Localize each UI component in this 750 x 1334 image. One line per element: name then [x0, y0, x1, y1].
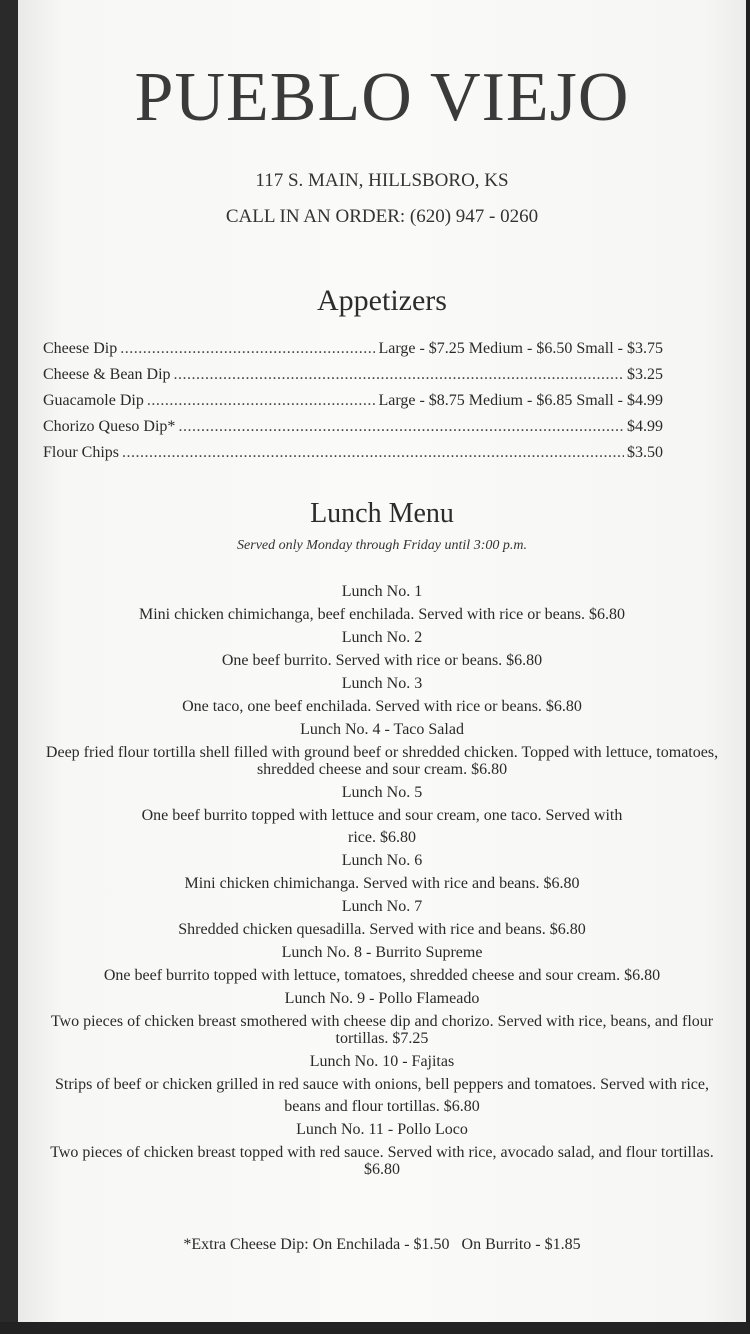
lunch-item-name: Lunch No. 5 [341, 784, 423, 801]
appetizer-name: Guacamole Dip [43, 392, 144, 409]
appetizer-row [43, 336, 663, 362]
lunch-item [38, 850, 726, 895]
lunch-item [38, 719, 726, 778]
lunch-item [38, 896, 726, 941]
appetizers-list [43, 336, 663, 466]
dot-leader [147, 388, 376, 414]
lunch-item-name: Lunch No. 9 - Pollo Flameado [284, 990, 480, 1007]
appetizers-heading: Appetizers [317, 284, 447, 317]
lunch-item-description: One beef burrito topped with lettuce and sour cream, one taco. Served with rice. $6.80 [141, 807, 623, 846]
appetizer-price: $3.50 [627, 444, 663, 461]
appetizer-row [43, 362, 663, 388]
appetizer-name: Cheese Dip [43, 340, 118, 357]
lunch-item-name: Lunch No. 10 - Fajitas [309, 1053, 455, 1070]
lunch-item-description: One beef burrito. Served with rice or beans. $6.80 [221, 652, 543, 669]
menu-sheet [18, 0, 746, 1322]
lunch-item-name: Lunch No. 4 - Taco Salad [300, 721, 464, 738]
lunch-availability-note: Served only Monday through Friday until 3:00 p.m. [237, 538, 527, 553]
lunch-item [38, 673, 726, 718]
page-spine-shadow [0, 0, 18, 1334]
dot-leader [178, 414, 624, 440]
lunch-item-name: Lunch No. 2 [341, 629, 423, 646]
lunch-item-name: Lunch No. 3 [341, 675, 423, 692]
lunch-item-description: Mini chicken chimichanga, beef enchilada. Served with rice or beans. $6.80 [138, 606, 626, 623]
appetizer-name: Flour Chips [43, 444, 120, 461]
appetizer-row [43, 414, 663, 440]
phone-order-line: CALL IN AN ORDER: (620) 947 - 0260 [225, 206, 539, 227]
lunch-list [38, 580, 726, 1182]
lunch-item-description: Deep fried flour tortilla shell filled with ground beef or shredded chicken. Topped with lettuce, tomatoes, shredded cheese and sour cream. $6.80 [45, 744, 719, 778]
appetizer-row [43, 388, 663, 414]
lunch-item-description: Two pieces of chicken breast smothered with cheese dip and chorizo. Served with rice, beans, and flour tortillas. $7.25 [50, 1013, 714, 1047]
dot-leader [174, 362, 624, 388]
appetizer-name: Cheese & Bean Dip [43, 366, 171, 383]
appetizer-price: Large - $7.25 Medium - $6.50 Small - $3.75 [378, 340, 663, 357]
appetizer-price: $3.25 [627, 366, 663, 383]
lunch-item-description: One taco, one beef enchilada. Served with rice or beans. $6.80 [182, 698, 582, 715]
lunch-item [38, 581, 726, 626]
dot-leader [122, 440, 624, 466]
appetizer-name: Chorizo Queso Dip* [43, 418, 176, 435]
lunch-item-name: Lunch No. 11 - Pollo Loco [296, 1121, 468, 1138]
lunch-item-description: Shredded chicken quesadilla. Served with rice and beans. $6.80 [178, 921, 586, 938]
lunch-item-description: Mini chicken chimichanga. Served with rice and beans. $6.80 [184, 875, 580, 892]
lunch-item [38, 782, 726, 849]
lunch-item-description: Two pieces of chicken breast topped with red sauce. Served with rice, avocado salad, and flour tortillas. $6.80 [50, 1144, 714, 1178]
lunch-item-description: One beef burrito topped with lettuce, tomatoes, shredded cheese and sour cream. $6.80 [103, 967, 661, 984]
lunch-item-name: Lunch No. 1 [341, 583, 423, 600]
lunch-item [38, 1119, 726, 1178]
dot-leader [120, 336, 375, 362]
lunch-item [38, 627, 726, 672]
lunch-item [38, 988, 726, 1047]
lunch-item-name: Lunch No. 6 [341, 852, 423, 869]
lunch-item [38, 942, 726, 984]
appetizer-price: $4.99 [627, 418, 663, 435]
lunch-item [38, 1051, 726, 1118]
lunch-item-description: Strips of beef or chicken grilled in red sauce with onions, bell peppers and tomatoes. Served with rice, beans and flour tortillas. $6.80 [54, 1076, 710, 1115]
lunch-menu-heading: Lunch Menu [310, 498, 454, 529]
restaurant-name: PUEBLO VIEJO [134, 59, 630, 136]
extra-cheese-note: *Extra Cheese Dip: On Enchilada - $1.50 On Burrito - $1.85 [183, 1236, 581, 1253]
restaurant-address: 117 S. MAIN, HILLSBORO, KS [255, 170, 509, 191]
appetizer-price: Large - $8.75 Medium - $6.85 Small - $4.99 [378, 392, 663, 409]
page-bottom-shadow [0, 1322, 750, 1334]
lunch-item-name: Lunch No. 7 [341, 898, 423, 915]
lunch-item-name: Lunch No. 8 - Burrito Supreme [281, 944, 483, 961]
appetizer-row [43, 440, 663, 466]
